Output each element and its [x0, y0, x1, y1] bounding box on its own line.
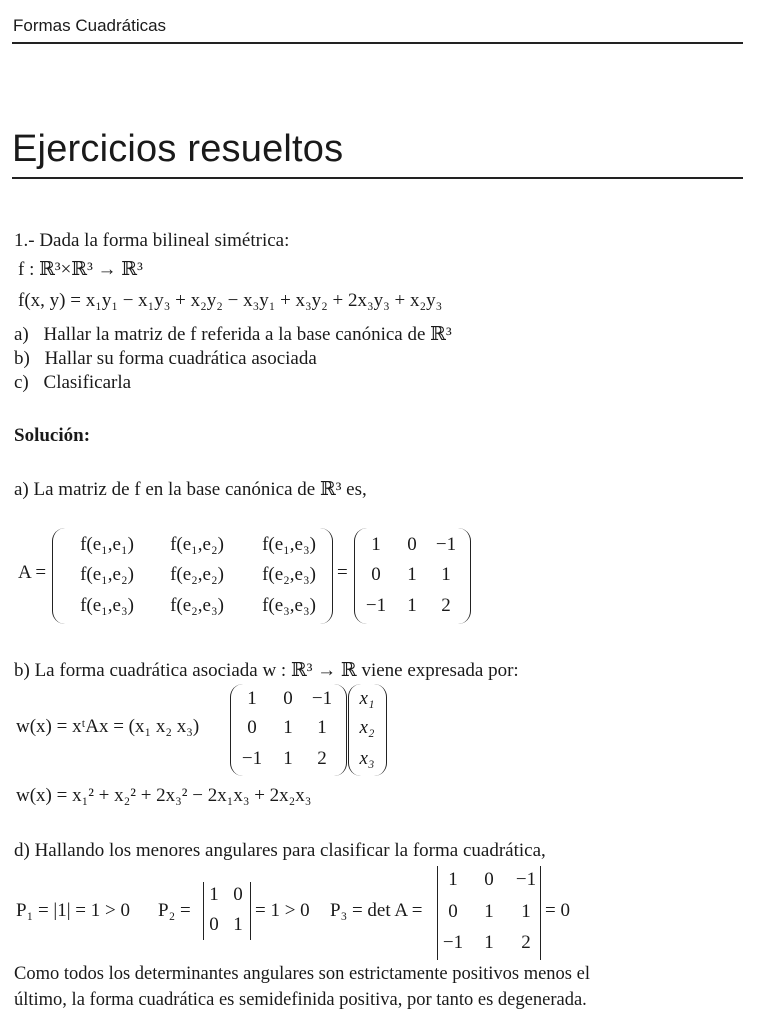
problem-definition: f(x, y) = x₁y₁ − x₁y₃ + x₂y₂ − x₃y₁ + x₃y₂ + 2x₃y₃ + x₂y₃: [18, 290, 443, 311]
vector-cell: x₁: [359, 688, 375, 709]
determinant-bar: [437, 866, 438, 960]
matrix-cell: −1: [435, 534, 457, 555]
minor-p2-rhs: = 1 > 0: [255, 900, 310, 921]
matrix-cell: 0: [247, 717, 257, 738]
matrix-cell: 0: [407, 534, 417, 555]
matrix-cell: 0: [209, 914, 219, 935]
matrix-cell: 1: [283, 748, 293, 769]
matrix-cell: 1: [448, 869, 458, 890]
matrix-cell: 1: [484, 932, 494, 953]
problem-map-line: f : ℝ³×ℝ³ → ℝ³: [18, 259, 143, 280]
item-label: a): [14, 324, 29, 345]
problem-item-b: [14, 348, 317, 370]
vector-cell: x₂: [359, 717, 375, 738]
part-b-lhs: w(x) = xᵗAx = (x₁ x₂ x₃): [16, 716, 200, 737]
matrix-cell: −1: [442, 932, 464, 953]
problem-statement: Dada la forma bilineal simétrica:: [39, 230, 290, 251]
matrix-cell: 2: [521, 932, 531, 953]
item-text: Clasificarla: [43, 372, 132, 393]
minor-p3-lhs: P₃ = det A =: [330, 900, 423, 921]
matrix-cell: 1: [407, 595, 417, 616]
matrix-cell: f(e₂,e₃): [170, 595, 224, 616]
minor-p3-rhs: = 0: [545, 900, 570, 921]
matrix-cell: 1: [407, 564, 417, 585]
matrix-cell: 1: [521, 901, 531, 922]
matrix-cell: f(e₂,e₂): [170, 564, 224, 585]
matrix-cell: 1: [209, 884, 219, 905]
matrix-cell: −1: [365, 595, 387, 616]
part-a-text: a) La matriz de f en la base canónica de ℝ³ es,: [14, 479, 367, 500]
part-d-text: d) Hallando los menores angulares para clasificar la forma cuadrática,: [14, 840, 546, 861]
matrix-cell: 1: [371, 534, 381, 555]
matrix-cell: −1: [515, 869, 537, 890]
equals-sign: =: [337, 562, 348, 583]
matrix-cell: −1: [311, 688, 333, 709]
problem-item-a: [14, 323, 452, 346]
title-rule: [12, 177, 743, 179]
matrix-cell: 1: [317, 717, 327, 738]
minor-p2-lhs: P₂ =: [158, 900, 191, 921]
problem-item-c: [14, 372, 131, 394]
header-rule: [12, 42, 743, 44]
item-label: b): [14, 348, 30, 369]
determinant-bar: [540, 866, 541, 960]
part-b-text: b) La forma cuadrática asociada w : ℝ³ → ℝ viene expresada por:: [14, 660, 519, 681]
matrix-cell: f(e₁,e₃): [80, 595, 134, 616]
matrix-cell: 1: [484, 901, 494, 922]
matrix-cell: 0: [371, 564, 381, 585]
conclusion-line-2: último, la forma cuadrática es semidefinida positiva, por tanto es degenerada.: [14, 990, 587, 1010]
matrix-cell: −1: [241, 748, 263, 769]
matrix-cell: f(e₁,e₃): [262, 534, 316, 555]
matrix-cell: f(e₂,e₃): [262, 564, 316, 585]
vector-cell: x₃: [359, 748, 375, 769]
matrix-cell: 1: [247, 688, 257, 709]
item-label: c): [14, 372, 29, 393]
conclusion-line-1: Como todos los determinantes angulares son estrictamente positivos menos el: [14, 964, 590, 984]
matrix-cell: f(e₁,e₁): [80, 534, 134, 555]
running-header: Formas Cuadráticas: [13, 16, 167, 35]
determinant-bar: [250, 882, 251, 940]
matrix-cell: f(e₃,e₃): [262, 595, 316, 616]
matrix-cell: 1: [233, 914, 243, 935]
matrix-cell: 0: [484, 869, 494, 890]
matrix-cell: 2: [317, 748, 327, 769]
matrix-a-lhs: A =: [18, 562, 47, 583]
matrix-cell: 1: [283, 717, 293, 738]
page-title: Ejercicios resueltos: [12, 128, 344, 170]
matrix-cell: 1: [441, 564, 451, 585]
solution-heading: Solución:: [14, 425, 91, 446]
matrix-cell: 0: [283, 688, 293, 709]
problem-intro: [14, 230, 289, 252]
minor-p1: P₁ = |1| = 1 > 0: [16, 900, 130, 921]
matrix-cell: 2: [441, 595, 451, 616]
item-text: Hallar la matriz de f referida a la base canónica de ℝ³: [43, 324, 452, 345]
matrix-cell: 0: [448, 901, 458, 922]
matrix-cell: f(e₁,e₂): [170, 534, 224, 555]
item-text: Hallar su forma cuadrática asociada: [44, 348, 317, 369]
quadratic-form-result: w(x) = x₁² + x₂² + 2x₃² − 2x₁x₃ + 2x₂x₃: [16, 785, 312, 806]
matrix-cell: 0: [233, 884, 243, 905]
matrix-cell: f(e₁,e₂): [80, 564, 134, 585]
problem-number: 1.-: [14, 230, 35, 251]
